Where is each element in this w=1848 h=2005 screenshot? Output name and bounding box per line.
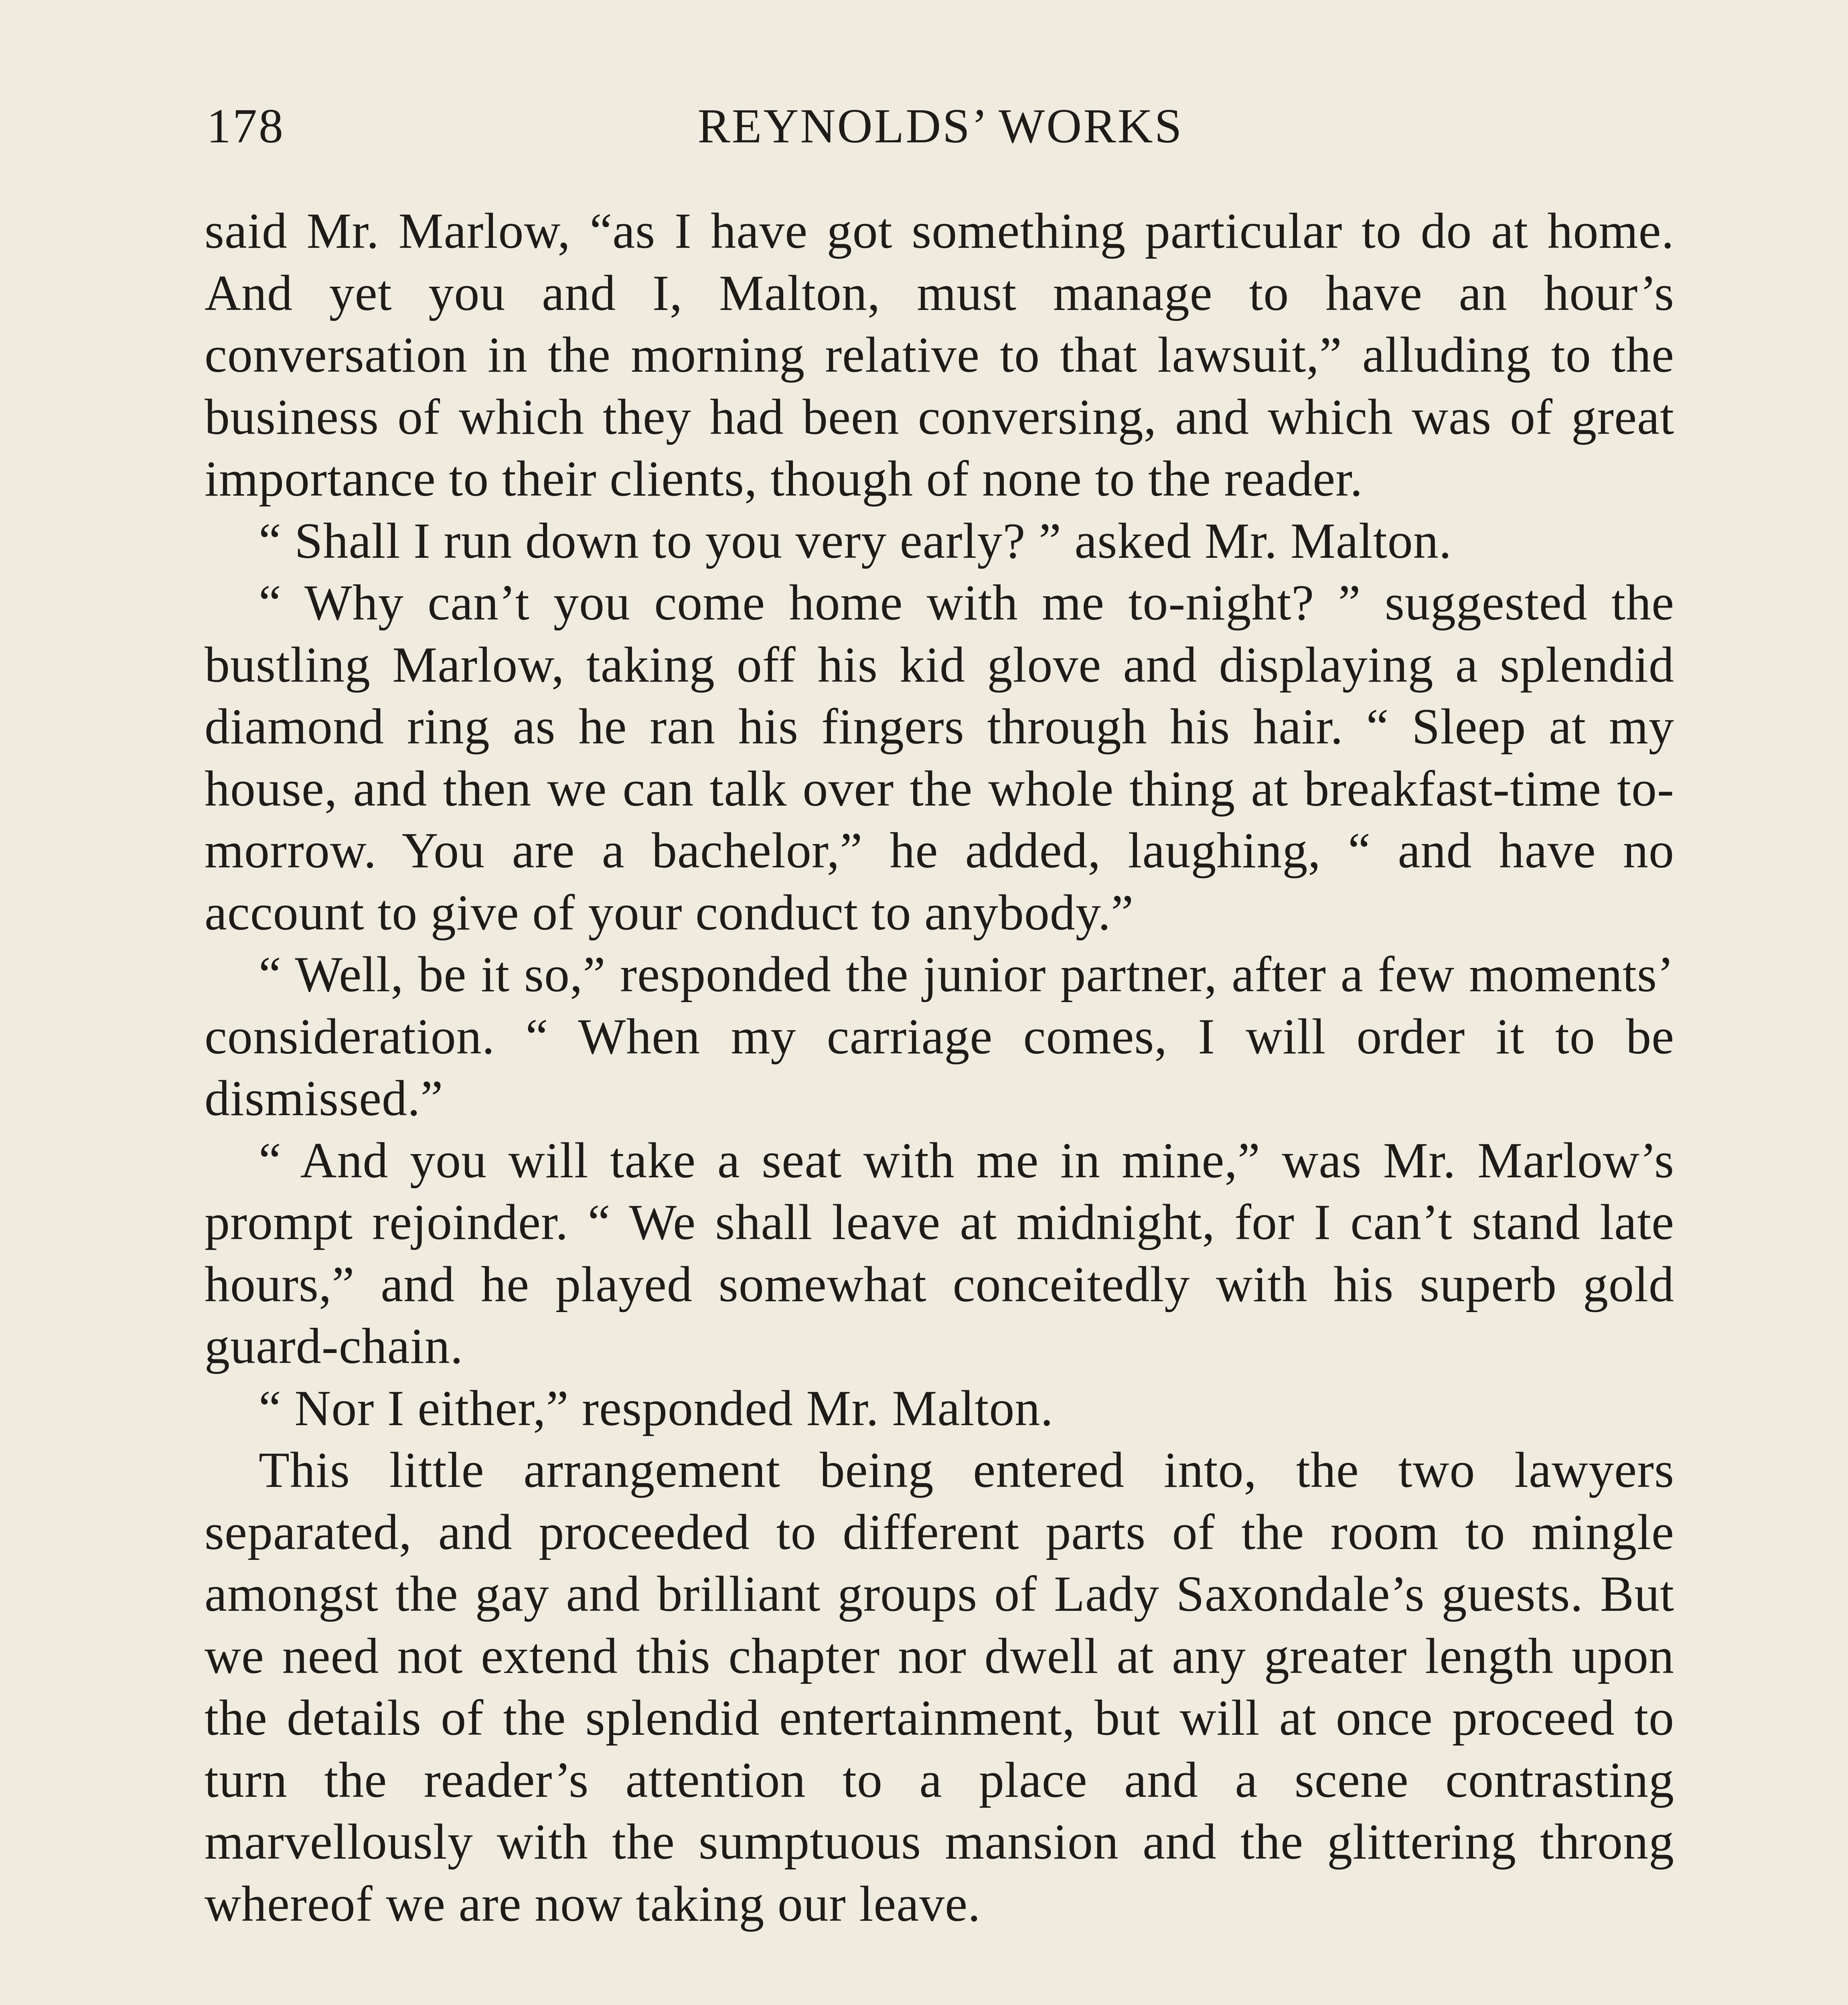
paragraph: said Mr. Marlow, “as I have got something particular to do at home. And yet you and I, Malton, must manage to have an hour’s conversation in the morning relative to that lawsuit,” alluding to the business of which they had been conversing, and which was of great importance to their clients, though of none to the reader. [205, 203, 1674, 507]
running-head: REYNOLDS’ WORKS [697, 99, 1183, 153]
paragraph: “ Well, be it so,” responded the junior partner, after a few moments’ consideration. “ When my carriage comes, I will order it to be dismissed.” [205, 947, 1674, 1126]
page-number: 178 [207, 99, 285, 153]
paragraph: “ And you will take a seat with me in mine,” was Mr. Marlow’s prompt rejoinder. “ We shall leave at midnight, for I can’t stand late hours,” and he played somewhat conceitedly with his superb gold guard-chain. [205, 1132, 1674, 1374]
paragraph: “ Why can’t you come home with me to-night? ” suggested the bustling Marlow, taking off his kid glove and displaying a splendid diamond ring as he ran his fingers through his hair. “ Sleep at my house, and then we can talk over the whole thing at breakfast-time to-morrow. You are a bachelor,” he added, laughing, “ and have no account to give of your conduct to anybody.” [205, 575, 1674, 941]
paragraph: “ Shall I run down to you very early? ” asked Mr. Malton. [259, 513, 1452, 569]
paragraph: “ Nor I either,” responded Mr. Malton. [259, 1380, 1054, 1436]
paragraph: This little arrangement being entered into, the two lawyers separated, and proceeded to different parts of the room to mingle amongst the gay and brilliant groups of Lady Saxondale’s guests. But we need not extend this chapter nor dwell at any greater length upon the details of the splendid entertainment, but will at once proceed to turn the reader’s attention to a place and a scene contrasting marvellously with the sumptuous mansion and the glittering throng whereof we are now taking our leave. [205, 1442, 1674, 1932]
page-header [207, 94, 1674, 158]
body-text [205, 200, 1674, 1935]
